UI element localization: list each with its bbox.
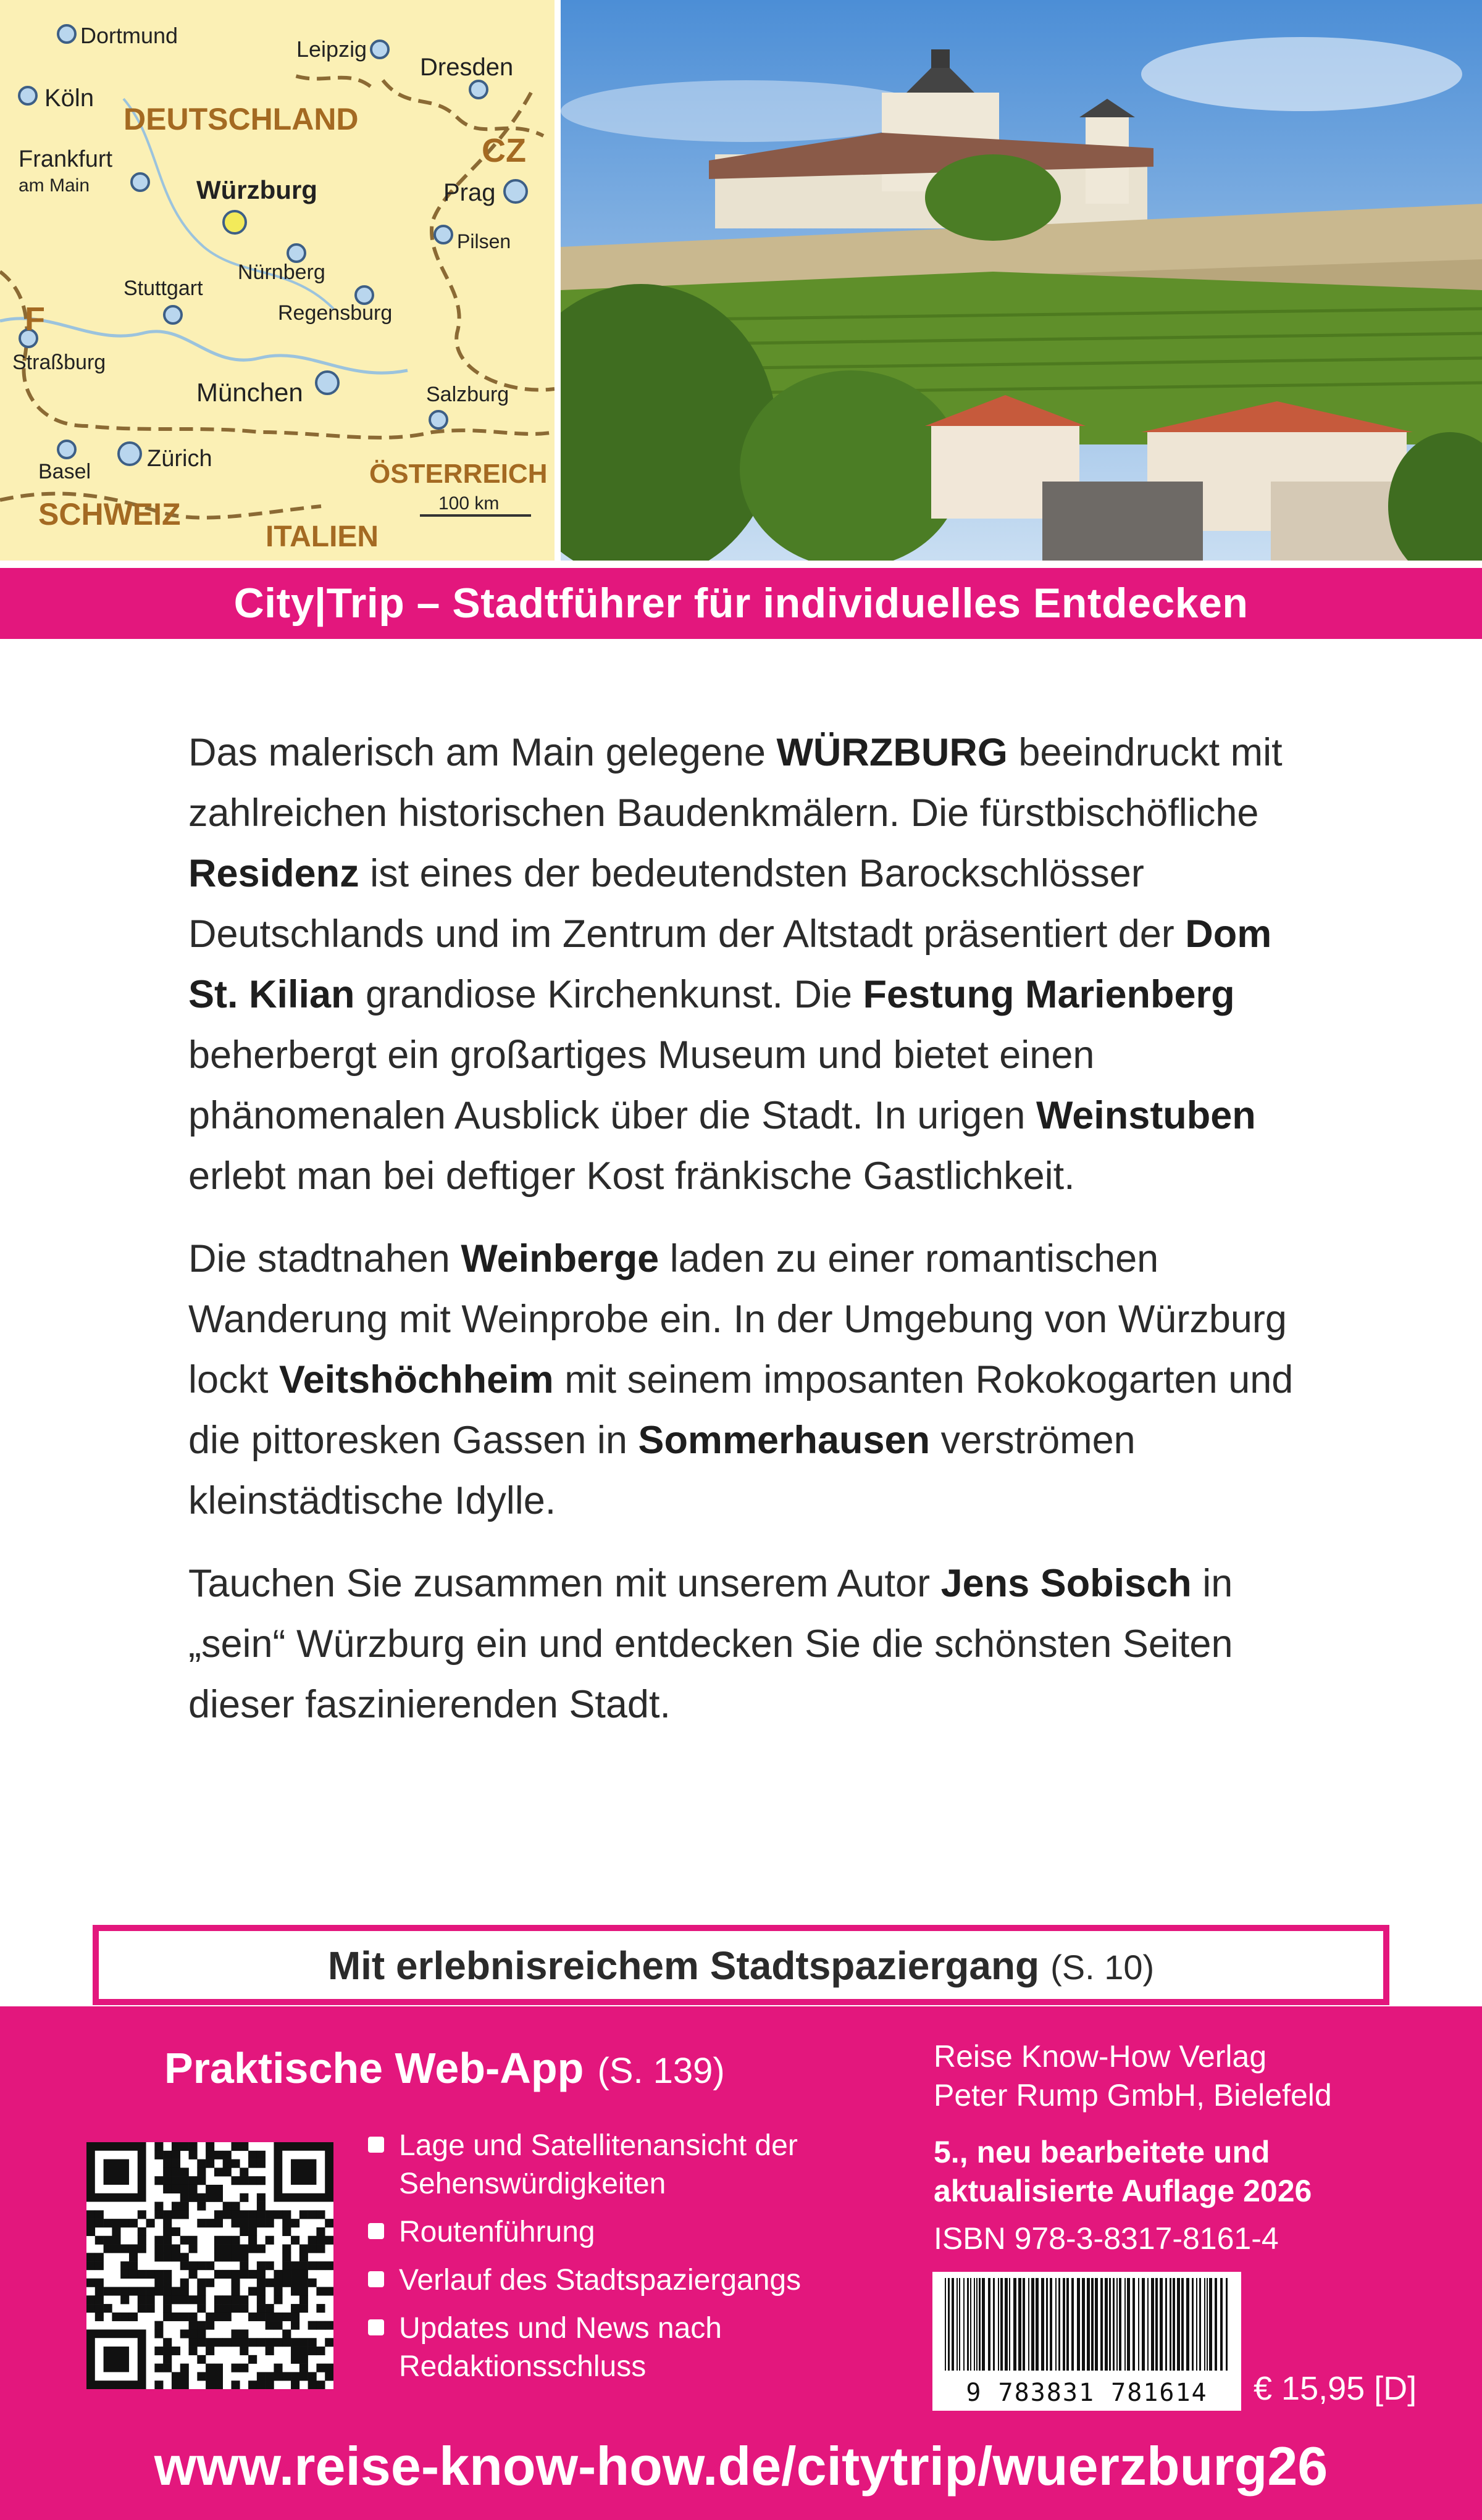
qr-code-pattern [86,2142,333,2389]
edition-info [934,2133,1440,2211]
map-city-label: Würzburg [196,175,317,204]
barcode-digits: 9 783831 781614 [966,2379,1208,2407]
feature-label: Lage und Satellitenansicht der Sehenswürdigkeiten [399,2129,798,2200]
map-city-label: Köln [44,85,94,112]
bullet-icon [368,2223,384,2239]
feature-label: Updates und News nach Redaktionsschluss [399,2312,722,2383]
map-city-label: Zürich [147,446,212,472]
map-city-label: Dortmund [80,23,178,48]
fortress-photo [561,0,1482,561]
feature-item [368,2309,862,2386]
highlight-term: Festung Marienberg [863,973,1235,1016]
webapp-title: Praktische Web-App [164,2044,584,2092]
feature-label: Verlauf des Stadtspaziergangs [399,2264,802,2297]
walk-title: Mit erlebnisreichem Stadtspaziergang [327,1943,1040,1988]
map-country-label: ITALIEN [266,520,379,553]
webapp-feature-list [368,2127,862,2396]
publisher-info [934,2037,1440,2115]
web-app-url[interactable]: www.reise-know-how.de/citytrip/wuerzburg26 [154,2435,1328,2497]
barcode-bars [932,2272,1241,2377]
map-scale-label: 100 km [438,493,500,514]
map-city-label: Frankfurt [19,146,113,172]
highlight-term: Weinstuben [1036,1094,1256,1137]
map-city-label: Straßburg [12,351,106,374]
description-paragraph: Das malerisch am Main gelegene WÜRZBURG beeindruckt mit zahlreichen historischen Baudenkmälern. Die fürstbischöfliche Residenz ist eines der bedeutendsten Barockschlösser Deutschlands und im Zentrum der Altstadt präsentiert der Dom St. Kilian grandiose Kirchenkunst. Die Festung Marienberg beherbergt ein großartiges Museum und bietet einen phänomenalen Ausblick über die Stadt. In urigen Weinstuben erlebt man bei deftiger Kost fränkische Gastlichkeit. [188,731,1283,1198]
map-country-label: ÖSTERREICH [369,459,548,489]
feature-label: Routenführung [399,2216,595,2248]
map-city-label: Nürnberg [238,261,325,284]
description-paragraph: Tauchen Sie zusammen mit unserem Autor Jens Sobisch in „sein“ Würzburg ein und entdecken Sie die schönsten Seiten dieser faszinierenden Stadt. [188,1562,1233,1726]
feature-item [368,2261,862,2300]
feature-item [368,2127,862,2203]
highlight-term: WÜRZBURG [776,731,1008,774]
bullet-icon [368,2319,384,2335]
city-photo [561,0,1482,561]
map-city-label: am Main [19,175,90,196]
map-city-label: München [196,378,303,407]
edition-line: 5., neu bearbeitete und [934,2135,1270,2169]
highlight-term: Weinberge [461,1237,659,1280]
description-text [188,722,1318,1757]
map-city-label: Leipzig [296,36,367,62]
map-graphic [0,0,555,561]
location-map [0,0,555,561]
highlight-term: Dom St. Kilian [188,912,1272,1016]
highlight-term: Veitshöchheim [279,1358,554,1401]
bullet-icon [368,2271,384,2287]
webapp-heading [164,2043,725,2093]
map-city-label: Dresden [420,54,514,81]
walk-page-ref: (S. 10) [1050,1948,1155,1987]
map-country-label: F [25,301,45,338]
map-city-label: Basel [38,460,91,483]
edition-line: aktualisierte Auflage 2026 [934,2174,1312,2208]
description-paragraph: Die stadtnahen Weinberge laden zu einer romantischen Wanderung mit Weinprobe ein. In der Umgebung von Würzburg lockt Veitshöchheim mit seinem imposanten Rokokogarten und die pittoresken Gassen in Sommerhausen verströmen kleinstädtische Idylle. [188,1237,1294,1522]
price: € 15,95 [D] [1254,2370,1417,2407]
barcode [932,2272,1241,2411]
map-city-label: Salzburg [426,383,509,406]
map-city-label: Prag [443,179,496,206]
webapp-page-ref: (S. 139) [597,2051,725,2091]
map-city-label: Pilsen [457,230,511,252]
publisher-name: Reise Know-How Verlag [934,2039,1267,2074]
bullet-icon [368,2137,384,2153]
highlight-term: Jens Sobisch [940,1562,1192,1605]
map-city-label: Stuttgart [124,277,203,300]
feature-item [368,2213,862,2251]
publisher-address: Peter Rump GmbH, Bielefeld [934,2078,1332,2113]
tagline-bar: City|Trip – Stadtführer für individuelles Entdecken [0,568,1482,639]
map-country-label: DEUTSCHLAND [124,102,359,136]
qr-code[interactable] [86,2142,333,2389]
isbn-number: ISBN 978-3-8317-8161-4 [934,2221,1279,2256]
map-country-label: CZ [482,132,526,169]
map-city-label: Regensburg [278,301,393,325]
walk-banner [93,1925,1389,2005]
highlight-term: Sommerhausen [638,1419,931,1462]
highlight-term: Residenz [188,852,359,895]
map-country-label: SCHWEIZ [38,497,181,532]
